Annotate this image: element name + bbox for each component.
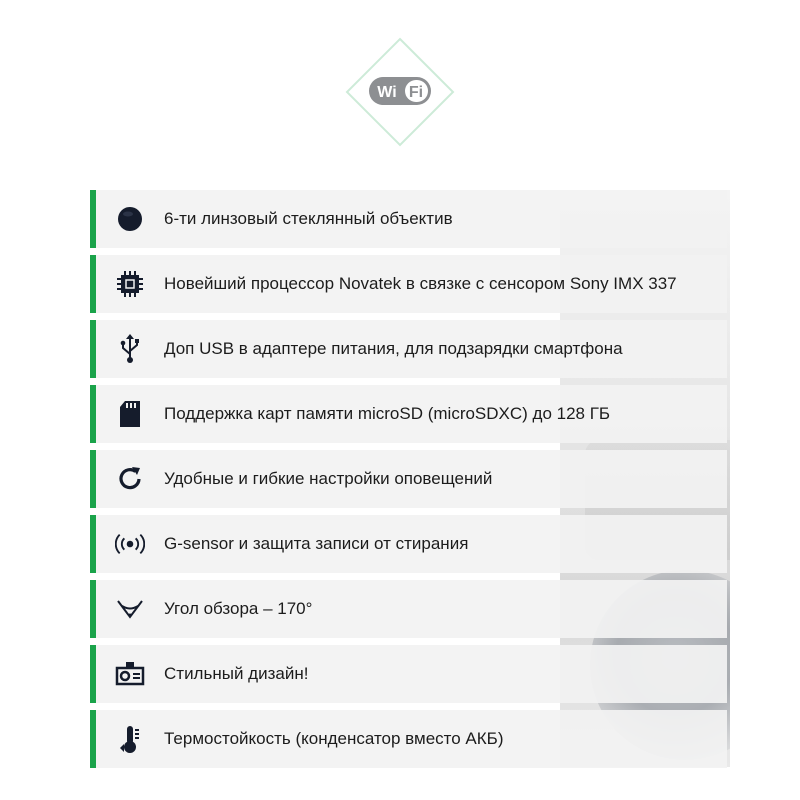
viewing-angle-icon [115,594,145,624]
feature-label: Поддержка карт памяти microSD (microSDXC) до 128 ГБ [164,404,611,423]
feature-label: 6-ти линзовый стеклянный объектив [164,209,453,228]
feature-row-gsensor [90,515,727,573]
feature-list [90,190,727,775]
feature-label: Новейший процессор Novatek в связке с сенсором Sony IMX 337 [164,274,677,293]
feature-label: Угол обзора – 170° [164,599,313,618]
wifi-badge [345,37,455,147]
feature-label: Удобные и гибкие настройки оповещений [164,469,493,488]
feature-row-design [90,645,727,703]
processor-chip-icon [115,269,145,299]
feature-row-thermal [90,710,727,768]
wifi-text-wi: Wi [377,84,397,101]
feature-row-lens [90,190,727,248]
accent-bar [90,580,96,638]
dashcam-icon [115,659,145,689]
lens-icon [115,204,145,234]
refresh-icon [115,464,145,494]
feature-label: Термостойкость (конденсатор вместо АКБ) [164,729,504,748]
accent-bar [90,450,96,508]
accent-bar [90,645,96,703]
accent-bar [90,190,96,248]
wifi-logo-icon [345,37,455,147]
feature-row-processor [90,255,727,313]
feature-row-angle [90,580,727,638]
feature-label: Стильный дизайн! [164,664,309,683]
accent-bar [90,515,96,573]
g-sensor-icon [115,529,145,559]
sd-card-icon [115,399,145,429]
accent-bar [90,385,96,443]
feature-row-sd [90,385,727,443]
feature-row-notifications [90,450,727,508]
accent-bar [90,255,96,313]
thermometer-icon [115,724,145,754]
wifi-text-fi: Fi [408,84,424,101]
feature-label: Доп USB в адаптере питания, для подзарядки смартфона [164,339,623,358]
feature-row-usb [90,320,727,378]
accent-bar [90,710,96,768]
usb-icon [115,334,145,364]
accent-bar [90,320,96,378]
feature-label: G-sensor и защита записи от стирания [164,534,469,553]
